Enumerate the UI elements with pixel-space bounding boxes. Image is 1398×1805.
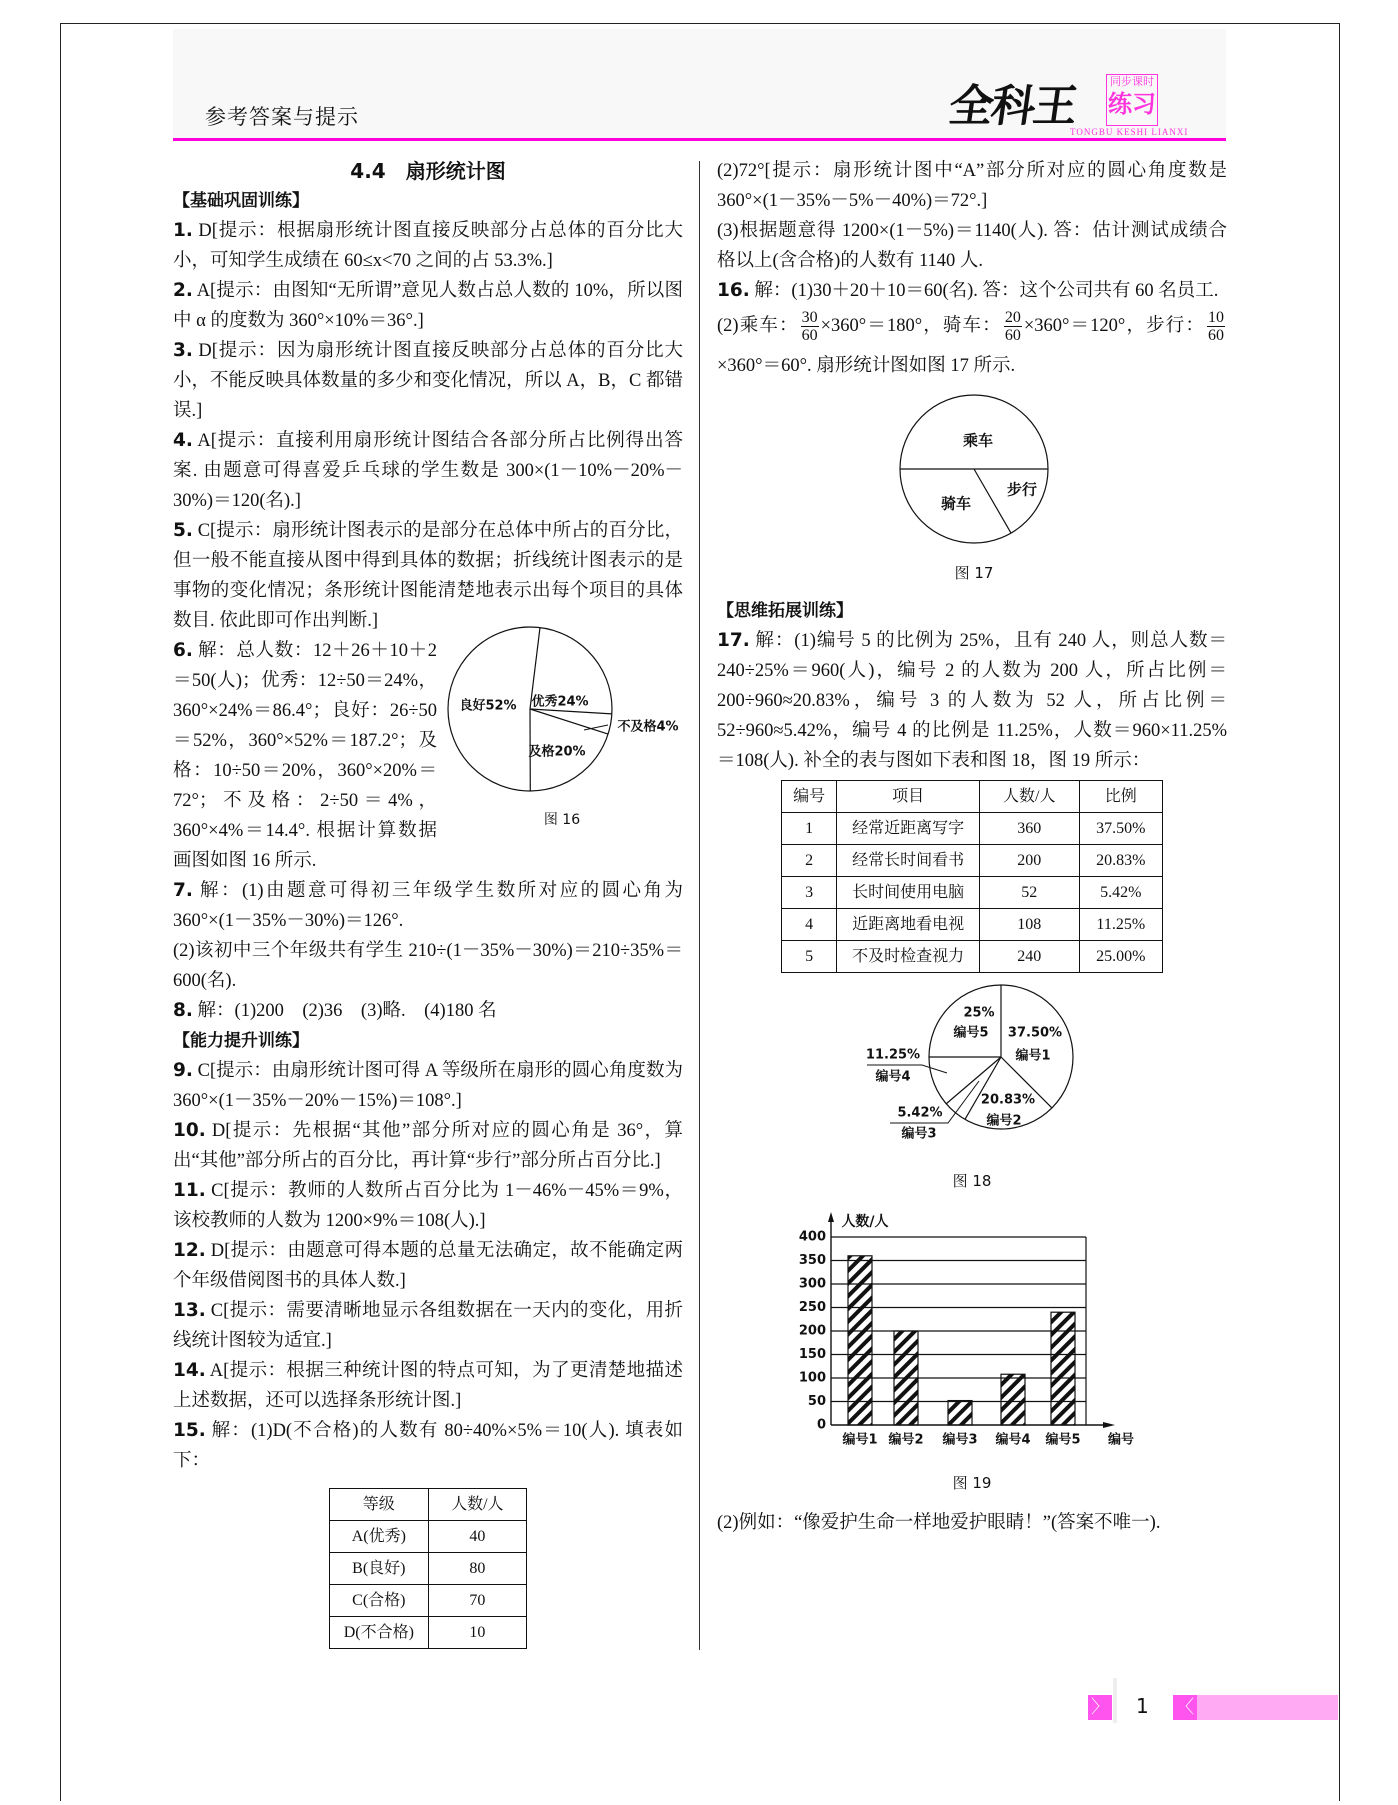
table-cell: D(不合格)	[330, 1617, 429, 1649]
header-title: 参考答案与提示	[205, 105, 359, 129]
table-cell: 70	[428, 1585, 526, 1617]
table-header-cell: 比例	[1079, 781, 1162, 813]
table-row	[782, 877, 1163, 909]
logo-sub-text: 同步课时	[1110, 75, 1154, 88]
y-tick-label-200: 200	[798, 1323, 826, 1339]
bar-编号1	[848, 1256, 872, 1425]
prev-page-button[interactable]	[1173, 1695, 1197, 1720]
table-cell: 108	[979, 909, 1079, 941]
table-cell: 5.42%	[1079, 877, 1162, 909]
pie-label-name-编号3: 编号3	[901, 1126, 937, 1142]
table-cell: 37.50%	[1079, 813, 1162, 845]
table-row	[782, 813, 1163, 845]
answer-14: 14. A[提示：根据三种统计图的特点可知，为了更清楚地描述上述数据，还可以选择条形统计图.]	[173, 1360, 683, 1411]
page-number: 1	[1136, 1694, 1149, 1718]
table-cell: 360	[979, 813, 1079, 845]
header-divider	[173, 138, 1226, 141]
figure-caption: 图 19	[952, 1474, 992, 1492]
fraction: $\frac{30}{60}$	[801, 309, 818, 345]
pie-label-percent-编号2: 20.83%	[980, 1092, 1036, 1108]
y-tick-label-100: 100	[798, 1370, 826, 1386]
answer-13: 13. C[提示：需要清晰地显示各组数据在一天内的变化，用折线统计图较为适宜.]	[173, 1300, 683, 1351]
answer-17: 17. 解：(1)编号 5 的比例为 25%，且有 240 人，则总人数＝240÷25%＝960(人)，编号 2 的人数为 200 人，所占比例＝200÷960≈20.83%，编号 3 的人数为 52 人，所占比例＝52÷960≈5.42%，编号 4 的比例是 11.25%，人数＝960×11.25%＝108(人). 补全的表与图如下表和图 18，图 19 所示：	[717, 630, 1227, 771]
table-cell: 经常近距离写字	[837, 813, 980, 845]
table-cell: B(良好)	[330, 1553, 429, 1585]
chevron-left-icon: 〈	[1176, 1697, 1194, 1717]
table-cell: C(合格)	[330, 1585, 429, 1617]
answer-15-part-2: (2)72°[提示：扇形统计图中“A”部分所对应的圆心角度数是 360°×(1－35%－5%－40%)＝72°.]	[717, 161, 1227, 211]
table-cell: 10	[428, 1617, 526, 1649]
bar-编号5	[1051, 1312, 1075, 1425]
table-cell: 200	[979, 845, 1079, 877]
pie-label-name-编号4: 编号4	[875, 1069, 911, 1085]
next-page-button[interactable]	[1088, 1695, 1112, 1720]
y-axis-arrow-icon	[828, 1212, 834, 1222]
pie-label-percent-编号5: 25%	[963, 1005, 995, 1021]
table-cell: 25.00%	[1079, 941, 1162, 973]
pie-chart-18	[717, 973, 1227, 1198]
table-row	[330, 1617, 527, 1649]
bar-编号2	[894, 1331, 918, 1425]
x-tick-label-编号5: 编号5	[1045, 1432, 1081, 1448]
x-axis-label: 编号	[1107, 1432, 1135, 1448]
answer-4: 4. A[提示：直接利用扇形统计图结合各部分所占比例得出答案. 由题意可得喜爱乒乓球的学生数是 300×(1－10%－20%－30%)＝120(名).]	[173, 430, 683, 511]
logo-pinyin: TONGBU KESHI LIANXI	[1070, 127, 1189, 137]
y-tick-label-0: 0	[816, 1417, 826, 1433]
table-cell: 11.25%	[1079, 909, 1162, 941]
table-row	[782, 909, 1163, 941]
pie-label-name-编号2: 编号2	[986, 1113, 1022, 1129]
answer-10: 10. D[提示：先根据“其他”部分所对应的圆心角是 36°，算出“其他”部分所占的百分比，再计算“步行”部分所占百分比.]	[173, 1120, 683, 1171]
table-cell: 4	[782, 909, 837, 941]
pie-chart-16	[443, 624, 683, 839]
table-row	[782, 845, 1163, 877]
table-header-cell: 编号	[782, 781, 837, 813]
figure-caption: 图 17	[954, 564, 994, 582]
footer-separator	[1113, 1678, 1117, 1723]
table-cell: 1	[782, 813, 837, 845]
pie-label-乘车: 乘车	[962, 431, 994, 450]
answer-5: 5. C[提示：扇形统计图表示的是部分在总体中所占的百分比，但一般不能直接从图中得到具体的数据；折线统计图表示的是事物的变化情况；条形统计图能清楚地表示出每个项目的具体数目. 依此即可作出判断.]	[173, 520, 683, 631]
fraction: $\frac{20}{60}$	[1004, 309, 1021, 345]
pie-chart-17	[717, 386, 1227, 586]
answer-1: 1. D[提示：根据扇形统计图直接反映部分占总体的百分比大小，可知学生成绩在 60≤x<70 之间的占 53.3%.]	[173, 220, 683, 271]
pie-label-percent-编号3: 5.42%	[897, 1105, 943, 1121]
right-column	[717, 156, 1227, 1538]
pie-label-不及格: 不及格4%	[617, 719, 679, 735]
bar-chart-19	[717, 1208, 1227, 1498]
table-cell: 经常长时间看书	[837, 845, 980, 877]
table-header-cell: 等级	[330, 1489, 429, 1521]
answer-7: 7. 解：(1)由题意可得初三年级学生数所对应的圆心角为 360°×(1－35%－30%)＝126°.	[173, 880, 683, 931]
section-heading-ability: 【能力提升训练】	[173, 1031, 309, 1051]
answer-15-part-3: (3)根据题意得 1200×(1－5%)＝1140(人). 答：估计测试成绩合格以上(含合格)的人数有 1140 人.	[717, 221, 1227, 271]
table-cell: 40	[428, 1521, 526, 1553]
y-tick-label-350: 350	[798, 1253, 826, 1268]
answer-11: 11. C[提示：教师的人数所占百分比为 1－46%－45%＝9%，该校教师的人数为 1200×9%＝108(人).]	[173, 1180, 683, 1231]
section-heading-thinking: 【思维拓展训练】	[717, 601, 853, 621]
pie-label-percent-编号4: 11.25%	[865, 1047, 921, 1063]
table-cell: 近距离地看电视	[837, 909, 980, 941]
answer-17-part-2: (2)例如：“像爱护生命一样地爱护眼睛！”(答案不唯一).	[717, 1513, 1161, 1533]
x-tick-label-编号1: 编号1	[842, 1432, 878, 1448]
section-heading-basic: 【基础巩固训练】	[173, 191, 309, 211]
pie-label-name-编号5: 编号5	[953, 1025, 989, 1041]
brand-logo	[945, 66, 1190, 138]
table-cell: 52	[979, 877, 1079, 909]
answer-8: 8. 解：(1)200 (2)36 (3)略. (4)180 名	[173, 1000, 497, 1021]
table-header-cell: 人数/人	[979, 781, 1079, 813]
bar-编号4	[1001, 1374, 1025, 1425]
table-cell: 20.83%	[1079, 845, 1162, 877]
table-header-cell: 人数/人	[428, 1489, 526, 1521]
eye-habits-table	[781, 780, 1163, 973]
table-cell: A(优秀)	[330, 1521, 429, 1553]
left-column	[173, 156, 683, 1649]
table-row	[330, 1585, 527, 1617]
logo-box	[1106, 74, 1158, 126]
figure-caption: 图 16	[543, 812, 581, 828]
y-axis-label: 人数/人	[841, 1214, 889, 1230]
table-row	[782, 941, 1163, 973]
figure-caption: 图 18	[952, 1172, 992, 1190]
footer-bar	[1197, 1695, 1338, 1720]
bar-编号3	[948, 1401, 972, 1425]
answer-16-part-2: (2)乘车： $\frac{30}{60}$ ×360°＝180°，骑车： $\frac{20}{60}$ ×360°＝120°，步行： $\frac{10}{60}$ ×360°＝60°. 扇形统计图如图 17 所示.	[717, 309, 1224, 376]
x-tick-label-编号4: 编号4	[995, 1432, 1031, 1448]
answer-2: 2. A[提示：由图知“无所谓”意见人数占总人数的 10%，所以图中 α 的度数为 360°×10%＝36°.]	[173, 280, 683, 331]
section-title: 4.4 扇形统计图	[350, 159, 506, 183]
table-header-row	[330, 1489, 527, 1521]
pie-label-良好: 良好52%	[459, 698, 517, 714]
y-tick-label-300: 300	[798, 1276, 826, 1292]
grade-table	[329, 1488, 527, 1649]
answer-9: 9. C[提示：由扇形统计图可得 A 等级所在扇形的圆心角度数为 360°×(1－35%－20%－15%)＝108°.]	[173, 1060, 683, 1111]
answer-16: 16. 解：(1)30＋20＋10＝60(名). 答：这个公司共有 60 名员工.	[717, 280, 1219, 301]
pie-label-骑车: 骑车	[940, 494, 972, 513]
table-cell: 3	[782, 877, 837, 909]
x-tick-label-编号2: 编号2	[888, 1432, 924, 1448]
answer-12: 12. D[提示：由题意可得本题的总量无法确定，故不能确定两个年级借阅图书的具体人数.]	[173, 1240, 683, 1291]
pie-label-percent-编号1: 37.50%	[1007, 1025, 1063, 1041]
column-divider	[699, 161, 700, 1650]
fraction: $\frac{10}{60}$	[1208, 309, 1224, 345]
table-header-cell: 项目	[837, 781, 980, 813]
table-row	[330, 1553, 527, 1585]
pie-label-及格: 及格20%	[528, 744, 586, 760]
pie-label-步行: 步行	[1006, 480, 1038, 499]
table-header-row	[782, 781, 1163, 813]
x-axis-arrow-icon	[1103, 1422, 1115, 1428]
answer-15: 15. 解：(1)D(不合格)的人数有 80÷40%×5%＝10(人). 填表如下：	[173, 1420, 683, 1471]
table-cell: 80	[428, 1553, 526, 1585]
x-tick-label-编号3: 编号3	[942, 1432, 978, 1448]
y-tick-label-250: 250	[798, 1300, 826, 1315]
chevron-right-icon: 〉	[1091, 1697, 1109, 1717]
table-row	[330, 1521, 527, 1553]
y-tick-label-150: 150	[798, 1347, 826, 1362]
table-cell: 不及时检查视力	[837, 941, 980, 973]
table-cell: 2	[782, 845, 837, 877]
answer-7-part-2: (2)该初中三个年级共有学生 210÷(1－35%－30%)＝210÷35%＝600(名).	[173, 941, 683, 991]
answer-3: 3. D[提示：因为扇形统计图直接反映部分占总体的百分比大小，不能反映具体数量的多少和变化情况，所以 A，B，C 都错误.]	[173, 340, 683, 421]
logo-main-text: 全科王	[945, 81, 1079, 132]
pie-label-优秀: 优秀24%	[531, 694, 589, 710]
table-cell: 240	[979, 941, 1079, 973]
pie-label-name-编号1: 编号1	[1015, 1048, 1051, 1064]
table-cell: 长时间使用电脑	[837, 877, 980, 909]
y-tick-label-50: 50	[807, 1394, 826, 1409]
y-tick-label-400: 400	[798, 1229, 826, 1245]
figure-16	[443, 624, 683, 839]
logo-practice-text: 练习	[1108, 89, 1156, 118]
table-cell: 5	[782, 941, 837, 973]
answer-6: 6. 解：总人数：12＋26＋10＋2＝50(人)；优秀：12÷50＝24%，360°×24%＝86.4°；良好：26÷50＝52%，360°×52%＝187.2°；及格：10÷50＝20%，360°×20%＝72°；不及格：2÷50＝4%，360°×4%＝14.4°. 根据计算数据画图如图 16 所示.	[173, 640, 437, 871]
